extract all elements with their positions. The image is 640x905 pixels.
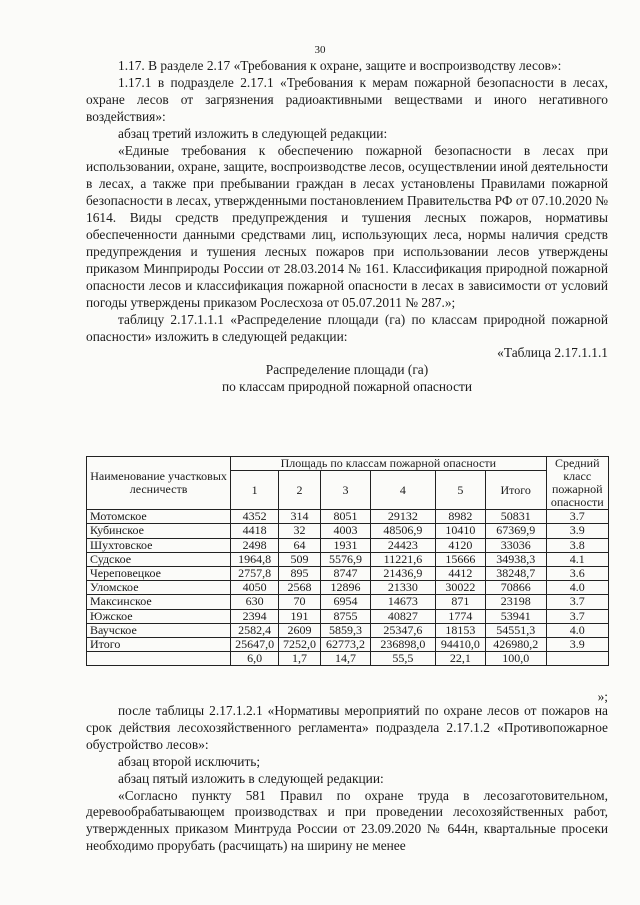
average-class-value bbox=[546, 652, 609, 666]
paragraph: абзац второй исключить; bbox=[118, 753, 261, 769]
area-value: 50831 bbox=[485, 510, 546, 524]
area-value: 67369,9 bbox=[485, 524, 546, 538]
area-value: 314 bbox=[279, 510, 321, 524]
forestry-name: Шухтовское bbox=[87, 538, 231, 552]
area-value: 8755 bbox=[320, 609, 370, 623]
area-value: 54551,3 bbox=[485, 623, 546, 637]
area-value: 5859,3 bbox=[320, 623, 370, 637]
area-value: 25347,6 bbox=[371, 623, 436, 637]
header-class: 1 bbox=[231, 471, 279, 510]
area-value: 10410 bbox=[435, 524, 485, 538]
area-value: 426980,2 bbox=[485, 637, 546, 651]
area-value: 34938,3 bbox=[485, 552, 546, 566]
area-value: 2582,4 bbox=[231, 623, 279, 637]
area-value: 1931 bbox=[320, 538, 370, 552]
area-value: 70866 bbox=[485, 581, 546, 595]
area-value: 4412 bbox=[435, 566, 485, 580]
area-value: 2757,8 bbox=[231, 566, 279, 580]
header-class: 4 bbox=[371, 471, 436, 510]
paragraph: «Согласно пункту 581 Правил по охране труда в лесозаготовительном, деревообрабатывающем производствах и при проведении лесохозяйственных работ, утвержденных приказом Минтруда России от 23.09.2020 № 644н, квартальные просеки необходимо прорубать (расчищать) на ширину не менее bbox=[86, 787, 608, 854]
table-caption-line2: по классам природной пожарной опасности bbox=[221, 379, 473, 395]
table-row bbox=[87, 652, 609, 666]
header-group: Площадь по классам пожарной опасности bbox=[231, 457, 546, 471]
paragraph: 1.17. В разделе 2.17 «Требования к охране, защите и воспроизводству лесов»: bbox=[118, 58, 562, 73]
area-value: 2394 bbox=[231, 609, 279, 623]
area-value: 100,0 bbox=[485, 652, 546, 666]
table-row bbox=[87, 524, 609, 538]
paragraph: абзац третий изложить в следующей редакции: bbox=[118, 125, 388, 141]
paragraph: абзац пятый изложить в следующей редакции: bbox=[118, 770, 384, 786]
forestry-name: Судское bbox=[87, 552, 231, 566]
table-reference: «Таблица 2.17.1.1.1 bbox=[497, 345, 608, 361]
area-value: 4050 bbox=[231, 581, 279, 595]
average-class-value: 3.8 bbox=[546, 538, 609, 552]
area-value: 8051 bbox=[320, 510, 370, 524]
forestry-name: Череповецкое bbox=[87, 566, 231, 580]
area-value: 2568 bbox=[279, 581, 321, 595]
area-value: 11221,6 bbox=[371, 552, 436, 566]
area-value: 32 bbox=[279, 524, 321, 538]
table-row bbox=[87, 552, 609, 566]
forestry-name: Итого bbox=[87, 637, 231, 651]
area-value: 5576,9 bbox=[320, 552, 370, 566]
area-value: 30022 bbox=[435, 581, 485, 595]
forestry-name: Уломское bbox=[87, 581, 231, 595]
area-value: 70 bbox=[279, 595, 321, 609]
area-value: 6,0 bbox=[231, 652, 279, 666]
forestry-name: Ваучское bbox=[87, 623, 231, 637]
area-value: 48506,9 bbox=[371, 524, 436, 538]
fire-danger-table bbox=[86, 456, 609, 666]
header-class: Итого bbox=[485, 471, 546, 510]
table-row bbox=[87, 510, 609, 524]
header-class: 3 bbox=[320, 471, 370, 510]
table-row bbox=[87, 581, 609, 595]
forestry-name: Мотомское bbox=[87, 510, 231, 524]
area-value: 64 bbox=[279, 538, 321, 552]
area-value: 22,1 bbox=[435, 652, 485, 666]
area-value: 12896 bbox=[320, 581, 370, 595]
area-value: 25647,0 bbox=[231, 637, 279, 651]
area-value: 4003 bbox=[320, 524, 370, 538]
header-class: 2 bbox=[279, 471, 321, 510]
average-class-value: 3.9 bbox=[546, 637, 609, 651]
area-value: 94410,0 bbox=[435, 637, 485, 651]
area-value: 7252,0 bbox=[279, 637, 321, 651]
area-value: 21330 bbox=[371, 581, 436, 595]
area-value: 1,7 bbox=[279, 652, 321, 666]
area-value: 15666 bbox=[435, 552, 485, 566]
header-class: 5 bbox=[435, 471, 485, 510]
paragraphs-bottom bbox=[86, 703, 608, 855]
average-class-value: 3.7 bbox=[546, 510, 609, 524]
area-value: 871 bbox=[435, 595, 485, 609]
area-value: 53941 bbox=[485, 609, 546, 623]
header-name: Наименование участковых лесничеств bbox=[87, 457, 231, 510]
table-caption-line1: Распределение площади (га) bbox=[265, 362, 429, 378]
table-row bbox=[87, 595, 609, 609]
area-value: 14,7 bbox=[320, 652, 370, 666]
area-value: 2498 bbox=[231, 538, 279, 552]
area-value: 29132 bbox=[371, 510, 436, 524]
header-average-class: Средний класс пожарной опасности bbox=[546, 457, 609, 510]
area-value: 895 bbox=[279, 566, 321, 580]
area-value: 18153 bbox=[435, 623, 485, 637]
average-class-value: 4.0 bbox=[546, 623, 609, 637]
paragraph: 1.17.1 в подразделе 2.17.1 «Требования к мерам пожарной безопасности в лесах, охране лесов от загрязнения радиоактивными веществами и иного негативного воздействия»: bbox=[86, 74, 608, 124]
area-value: 191 bbox=[279, 609, 321, 623]
table-row bbox=[87, 623, 609, 637]
area-value: 8982 bbox=[435, 510, 485, 524]
paragraph: после таблицы 2.17.1.2.1 «Нормативы мероприятий по охране лесов от пожаров на срок действия лесохозяйственного регламента» подраздела 2.17.1.2 «Противопожарное обустройство лесов»: bbox=[86, 703, 608, 752]
table-row bbox=[87, 609, 609, 623]
area-value: 4120 bbox=[435, 538, 485, 552]
body-text-bottom bbox=[86, 703, 608, 855]
area-value: 55,5 bbox=[371, 652, 436, 666]
area-value: 4352 bbox=[231, 510, 279, 524]
area-value: 33036 bbox=[485, 538, 546, 552]
table-row bbox=[87, 566, 609, 580]
area-value: 62773,2 bbox=[320, 637, 370, 651]
area-value: 8747 bbox=[320, 566, 370, 580]
table-body bbox=[87, 510, 609, 666]
area-value: 14673 bbox=[371, 595, 436, 609]
paragraphs-top bbox=[86, 58, 608, 345]
paragraph: таблицу 2.17.1.1.1 «Распределение площади (га) по классам природной пожарной опасности» изложить в следующей редакции: bbox=[86, 311, 608, 344]
area-value: 21436,9 bbox=[371, 566, 436, 580]
area-value: 6954 bbox=[320, 595, 370, 609]
area-value: 1964,8 bbox=[231, 552, 279, 566]
area-value: 1774 bbox=[435, 609, 485, 623]
area-value: 40827 bbox=[371, 609, 436, 623]
average-class-value: 3.6 bbox=[546, 566, 609, 580]
average-class-value: 4.0 bbox=[546, 581, 609, 595]
average-class-value: 3.9 bbox=[546, 524, 609, 538]
forestry-name: Южское bbox=[87, 609, 231, 623]
area-value: 24423 bbox=[371, 538, 436, 552]
page-number: 30 bbox=[314, 44, 326, 56]
area-value: 23198 bbox=[485, 595, 546, 609]
paragraph: «Единые требования к обеспечению пожарной безопасности в лесах при использовании, охране, защите, воспроизводстве лесов, осуществлении иной деятельности в лесах, а также при пребывании граждан в лесах установлены Правилами пожарной безопасности в лесах, утвержденными постановлением Правительства РФ от 07.10.2020 № 1614. Виды средств предупреждения и тушения лесных пожаров, нормативы обеспеченности данными средствами лиц, использующих леса, нормы наличия средств предупреждения и тушения лесных пожаров при использовании лесов утверждены приказом Минприроды России от 28.03.2014 № 161. Классификация природной пожарной опасности лесов и классификация пожарной опасности в лесах в зависимости от условий погоды утверждены приказом Рослесхоза от 05.07.2011 № 287.»; bbox=[86, 142, 608, 310]
average-class-value: 4.1 bbox=[546, 552, 609, 566]
area-value: 2609 bbox=[279, 623, 321, 637]
average-class-value: 3.7 bbox=[546, 609, 609, 623]
forestry-name bbox=[87, 652, 231, 666]
area-value: 236898,0 bbox=[371, 637, 436, 651]
forestry-name: Кубинское bbox=[87, 524, 231, 538]
forestry-name: Максинское bbox=[87, 595, 231, 609]
table-closing-mark: »; bbox=[597, 689, 608, 704]
table-row bbox=[87, 538, 609, 552]
area-value: 4418 bbox=[231, 524, 279, 538]
table-row bbox=[87, 637, 609, 651]
area-value: 630 bbox=[231, 595, 279, 609]
area-value: 509 bbox=[279, 552, 321, 566]
body-text-top bbox=[86, 58, 608, 396]
area-value: 38248,7 bbox=[485, 566, 546, 580]
average-class-value: 3.7 bbox=[546, 595, 609, 609]
